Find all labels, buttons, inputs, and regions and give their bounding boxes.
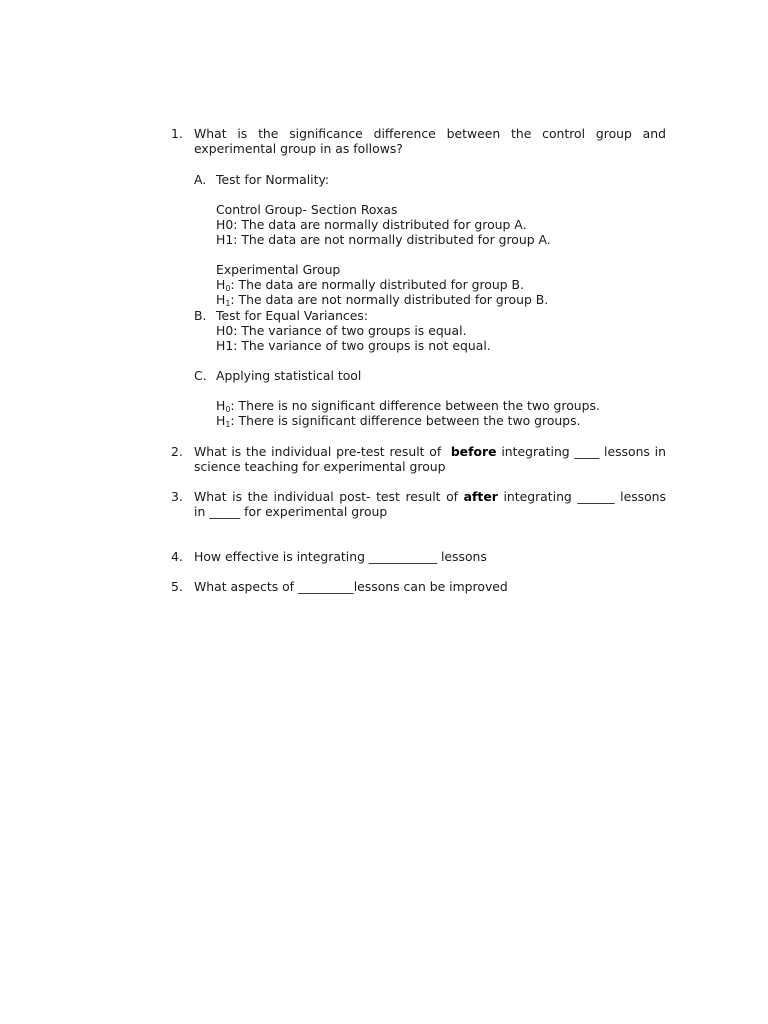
control-group-heading: Control Group- Section Roxas [216,202,398,217]
question-number: 3. [171,489,183,504]
question-1-line-1: What is the significance difference between the control group and [194,126,666,141]
question-3-line-1: What is the individual post- test result of after integrating ______ lessons [194,489,666,504]
variance-h0: H0: The variance of two groups is equal. [216,323,467,338]
question-5-text: What aspects of _________lessons can be improved [194,579,508,594]
experimental-h1: $H_1$: The data are not normally distributed for group B. [216,292,549,308]
question-3-line-2: in _____ for experimental group [194,504,388,519]
control-h1: H1: The data are not normally distributed for group A. [216,232,551,247]
question-2-line-2: science teaching for experimental group [194,459,446,474]
section-a-title: Test for Normality: [216,172,330,187]
section-letter: C. [194,368,207,383]
question-number: 5. [171,579,183,594]
question-number: 2. [171,444,183,459]
question-2-line-1: What is the individual pre-test result of before integrating ____ lessons in [194,444,666,459]
statistical-h1: $H_1$: There is significant difference between the two groups. [216,413,581,429]
section-letter: B. [194,308,207,323]
question-4-text: How effective is integrating ___________ lessons [194,549,487,564]
experimental-h0: $H_0$: The data are normally distributed for group B. [216,277,524,293]
variance-h1: H1: The variance of two groups is not equal. [216,338,491,353]
section-b-title: Test for Equal Variances: [216,308,368,323]
question-1-line-2: experimental group in as follows? [194,141,403,156]
experimental-group-heading: Experimental Group [216,262,341,277]
control-h0: H0: The data are normally distributed for group A. [216,217,527,232]
section-letter: A. [194,172,207,187]
question-number: 4. [171,549,183,564]
section-c-title: Applying statistical tool [216,368,362,383]
question-number: 1. [171,126,183,141]
statistical-h0: $H_0$: There is no significant difference between the two groups. [216,398,600,414]
